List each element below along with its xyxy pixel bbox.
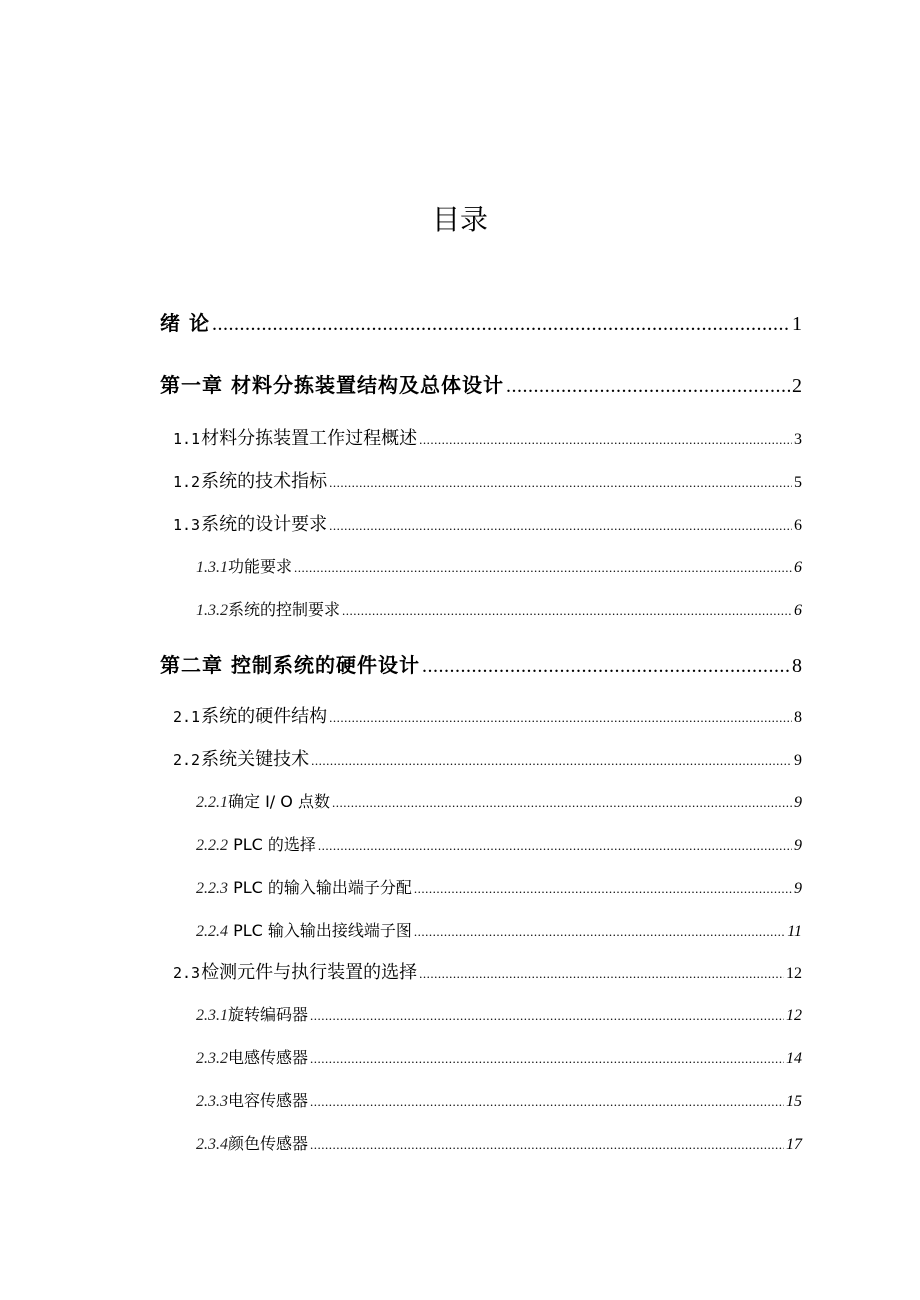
toc-entry-text: 颜色传感器 xyxy=(228,1134,309,1153)
toc-entry-text: 系统的硬件结构 xyxy=(201,706,328,727)
toc-dot-leader xyxy=(506,372,790,400)
toc-page-number: 14 xyxy=(786,1050,802,1067)
toc-entry-number: 2.3.4 xyxy=(196,1136,228,1153)
toc-dot-leader xyxy=(419,962,784,986)
toc-entry-text: PLC 输入输出接线端子图 xyxy=(228,921,412,940)
toc-entry-label xyxy=(173,470,327,494)
toc-page-number: 9 xyxy=(794,880,802,897)
toc-entry-number: 2.3.3 xyxy=(196,1093,228,1110)
toc-entry-label xyxy=(173,427,417,451)
toc-dot-leader xyxy=(329,706,792,730)
toc-entry-label xyxy=(196,877,412,900)
toc-page-number: 9 xyxy=(794,837,802,854)
toc-entry[interactable] xyxy=(173,513,802,538)
toc-entry-number: 2.3.1 xyxy=(196,1007,228,1024)
toc-dot-leader xyxy=(294,557,792,579)
toc-dot-leader xyxy=(310,1005,784,1027)
toc-entry-number: 2.2.4 xyxy=(196,923,228,940)
toc-entry-number: 1.3 xyxy=(173,516,201,534)
toc-page-number: 8 xyxy=(794,709,802,726)
toc-entry-label xyxy=(196,1090,308,1113)
toc-entry[interactable] xyxy=(196,791,802,814)
toc-entry[interactable] xyxy=(196,834,802,857)
toc-entry-label xyxy=(173,513,327,537)
toc-entry-label xyxy=(173,748,309,772)
toc-entry-text: 检测元件与执行装置的选择 xyxy=(201,962,418,983)
toc-entry[interactable] xyxy=(196,1004,802,1027)
toc-title: 目录 xyxy=(431,203,488,236)
toc-page-number: 3 xyxy=(794,431,802,448)
toc-entry-label xyxy=(196,1133,308,1156)
toc-entry[interactable] xyxy=(160,371,802,400)
toc-entry[interactable] xyxy=(173,427,802,452)
toc-entry[interactable] xyxy=(196,556,802,579)
toc-page-number: 9 xyxy=(794,794,802,811)
toc-dot-leader xyxy=(329,514,792,538)
toc-page-number: 12 xyxy=(786,1007,802,1024)
toc-dot-leader xyxy=(342,600,792,622)
toc-dot-leader xyxy=(212,310,790,338)
toc-dot-leader xyxy=(414,878,792,900)
toc-entry-number: 2.3.2 xyxy=(196,1050,228,1067)
toc-entry-text: 功能要求 xyxy=(228,557,293,576)
toc-page-number: 8 xyxy=(792,655,802,677)
toc-entry-label xyxy=(196,1047,308,1070)
toc-entry-label xyxy=(173,705,327,729)
toc-entry[interactable] xyxy=(196,1047,802,1070)
toc-page-number: 17 xyxy=(786,1136,802,1153)
toc-entry[interactable] xyxy=(173,705,802,730)
toc-entry-number: 1.2 xyxy=(173,473,201,491)
toc-dot-leader xyxy=(311,749,792,773)
toc-entry-label xyxy=(196,791,330,814)
toc-entry[interactable] xyxy=(196,1090,802,1113)
toc-entry-label xyxy=(160,371,504,399)
toc-entry-label xyxy=(160,651,420,679)
toc-entry-text: PLC 的输入输出端子分配 xyxy=(228,878,412,897)
toc-entry[interactable] xyxy=(196,599,802,622)
toc-entry-label xyxy=(196,599,340,622)
toc-entry-text: 系统的控制要求 xyxy=(228,600,341,619)
toc-entry[interactable] xyxy=(173,748,802,773)
toc-entry-label xyxy=(196,556,292,579)
toc-dot-leader xyxy=(419,428,792,452)
toc-entry-number: 2.2.2 xyxy=(196,837,228,854)
toc-dot-leader xyxy=(318,835,792,857)
toc-entry-number: 2.3 xyxy=(173,964,201,982)
toc-entry-number: 2.2.3 xyxy=(196,880,228,897)
toc-entry-number: 1.1 xyxy=(173,430,201,448)
toc-entry-text: 第二章 控制系统的硬件设计 xyxy=(160,653,420,677)
toc-entry-number: 2.2.1 xyxy=(196,794,228,811)
toc-dot-leader xyxy=(329,471,792,495)
toc-dot-leader xyxy=(310,1134,784,1156)
toc-entry[interactable] xyxy=(196,877,802,900)
toc-dot-leader xyxy=(332,792,792,814)
toc-entry-label xyxy=(196,1004,308,1027)
toc-entry-number: 2.2 xyxy=(173,751,201,769)
toc-page-number: 2 xyxy=(792,375,802,397)
toc-entry-number: 1.3.2 xyxy=(196,602,228,619)
toc-entry-label xyxy=(160,309,210,337)
toc-page-number: 12 xyxy=(786,965,802,982)
toc-entry-text: PLC 的选择 xyxy=(228,835,316,854)
toc-entry[interactable] xyxy=(173,470,802,495)
toc-page-number: 6 xyxy=(794,602,802,619)
toc-entry-label xyxy=(196,834,316,857)
toc-entry[interactable] xyxy=(196,920,802,943)
toc-entry-number: 2.1 xyxy=(173,708,201,726)
toc-page-number: 6 xyxy=(794,517,802,534)
toc-dot-leader xyxy=(422,652,790,680)
toc-entry-text: 系统的技术指标 xyxy=(201,471,328,492)
toc-page-number: 5 xyxy=(794,474,802,491)
toc-entry-text: 第一章 材料分拣装置结构及总体设计 xyxy=(160,373,504,397)
toc-entry-text: 旋转编码器 xyxy=(228,1005,309,1024)
toc-entry-number: 1.3.1 xyxy=(196,559,228,576)
toc-entry-text: 电容传感器 xyxy=(228,1091,309,1110)
toc-entry-text: 材料分拣装置工作过程概述 xyxy=(201,428,418,449)
toc-entry-text: 系统的设计要求 xyxy=(201,514,328,535)
toc-entry[interactable] xyxy=(160,651,802,680)
toc-page-number: 9 xyxy=(794,752,802,769)
toc-entry-text: 电感传感器 xyxy=(228,1048,309,1067)
toc-page-number: 1 xyxy=(792,313,802,335)
toc-dot-leader xyxy=(310,1048,784,1070)
toc-entry[interactable] xyxy=(196,1133,802,1156)
toc-page-number: 15 xyxy=(786,1093,802,1110)
toc-entry[interactable] xyxy=(160,309,802,338)
toc-page-number: 11 xyxy=(787,923,802,940)
toc-page-number: 6 xyxy=(794,559,802,576)
toc-entry[interactable] xyxy=(173,961,802,986)
toc-entry-label xyxy=(196,920,412,943)
toc-entry-text: 绪 论 xyxy=(160,311,210,335)
toc-dot-leader xyxy=(414,921,785,943)
toc-entry-text: 确定 I/ O 点数 xyxy=(228,792,330,811)
toc-dot-leader xyxy=(310,1091,784,1113)
toc-entry-label xyxy=(173,961,417,985)
toc-entry-text: 系统关键技术 xyxy=(201,749,310,770)
